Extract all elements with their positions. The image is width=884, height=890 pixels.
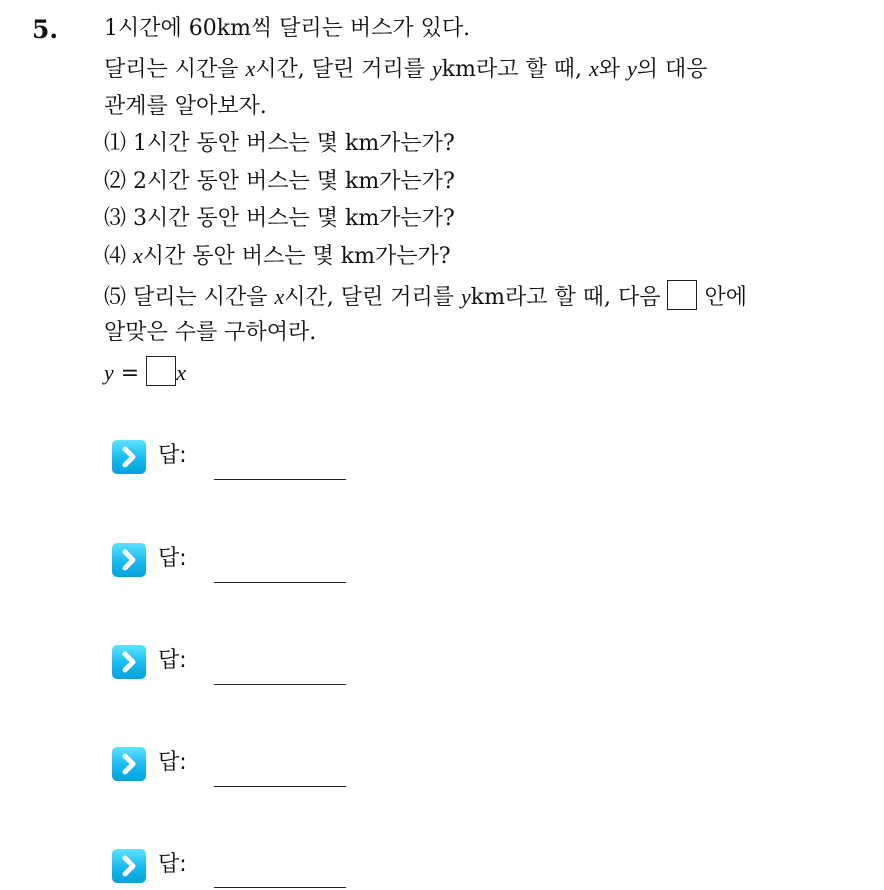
question-5-line1: ⑸ 달리는 시간을 x시간, 달린 거리를 ykm라고 할 때, 다음 안에 bbox=[104, 280, 747, 313]
chevron-right-icon bbox=[112, 849, 146, 883]
answer-blank-line[interactable] bbox=[214, 582, 346, 583]
chevron-right-icon bbox=[112, 440, 146, 474]
question-1: ⑴ 1시간 동안 버스는 몇 km가는가? bbox=[104, 131, 455, 156]
formula-blank-box bbox=[146, 356, 176, 386]
question-4: ⑷ x시간 동안 버스는 몇 km가는가? bbox=[104, 243, 451, 269]
formula: y = x bbox=[104, 356, 186, 389]
problem-intro-line3: 관계를 알아보자. bbox=[104, 94, 267, 119]
blank-box bbox=[667, 280, 697, 310]
answer-blank-line[interactable] bbox=[214, 786, 346, 787]
problem-intro-line2: 달리는 시간을 x시간, 달린 거리를 ykm라고 할 때, x와 y의 대응 bbox=[104, 56, 708, 82]
question-2: ⑵ 2시간 동안 버스는 몇 km가는가? bbox=[104, 169, 455, 194]
answer-blank-line[interactable] bbox=[214, 479, 346, 480]
question-5-line2: 알맞은 수를 구하여라. bbox=[104, 320, 317, 345]
problem-intro-line1: 1시간에 60km씩 달리는 버스가 있다. bbox=[104, 16, 471, 41]
answer-blank-line[interactable] bbox=[214, 684, 346, 685]
problem-number: 5. bbox=[32, 15, 59, 44]
answer-label: 답: bbox=[158, 546, 187, 571]
answer-label: 답: bbox=[158, 443, 187, 468]
answer-blank-line[interactable] bbox=[214, 887, 346, 888]
answer-label: 답: bbox=[158, 648, 187, 673]
chevron-right-icon bbox=[112, 543, 146, 577]
chevron-right-icon bbox=[112, 747, 146, 781]
answer-label: 답: bbox=[158, 852, 187, 877]
question-3: ⑶ 3시간 동안 버스는 몇 km가는가? bbox=[104, 206, 455, 231]
answer-label: 답: bbox=[158, 750, 187, 775]
chevron-right-icon bbox=[112, 645, 146, 679]
